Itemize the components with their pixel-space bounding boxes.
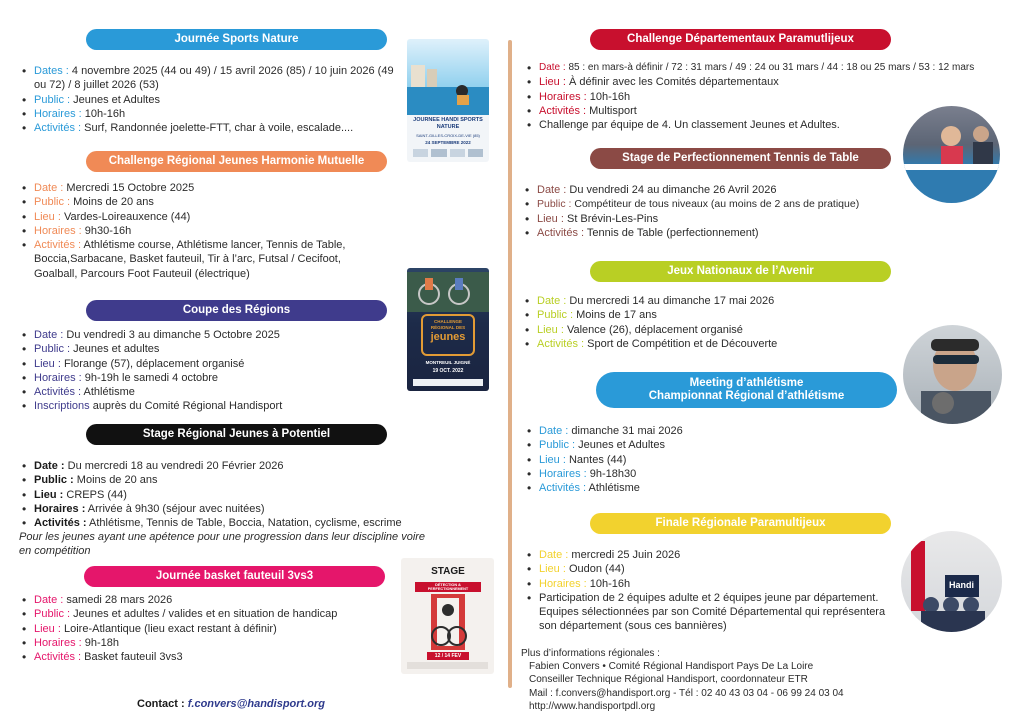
list-item: • Public : Jeunes et Adultes — [527, 438, 897, 452]
poster-date: 19 OCT. 2022 — [432, 368, 464, 374]
list-item: • Lieu : Florange (57), déplacement organisé — [22, 357, 402, 371]
list-item: • Date : Du vendredi 24 au dimanche 26 Avril 2026 — [525, 183, 895, 197]
poster-date: 24 SEPTEMBRE 2022 — [425, 140, 471, 145]
poster-line: CHALLENGE — [434, 319, 462, 324]
list-item: • Public : Compétiteur de tous niveaux (au moins de 2 ans de pratique) — [525, 197, 895, 211]
jeux-nationaux-details — [525, 294, 895, 351]
website-link[interactable]: http://www.handisportpdl.org — [529, 700, 656, 712]
list-item: • Date : Mercredi 15 Octobre 2025 — [22, 181, 372, 195]
list-item: • Activités : Athlétisme — [527, 481, 897, 495]
list-item: • Activités : Athlétisme, Tennis de Table, Boccia, Natation, cyclisme, escrime — [22, 516, 442, 530]
list-item: • Lieu : Oudon (44) — [527, 562, 897, 576]
list-item: • Challenge par équipe de 4. Un classement Jeunes et Adultes. — [527, 118, 997, 132]
athlete-portrait-photo — [903, 325, 1002, 424]
list-item: • Public : Moins de 20 ans — [22, 195, 372, 209]
section-title-stage-tennis-table: Stage de Perfectionnement Tennis de Table — [590, 148, 891, 169]
center-divider — [508, 40, 512, 688]
stage-potentiel-details — [22, 459, 442, 530]
list-item: • Lieu : Vardes-Loireauxence (44) — [22, 210, 372, 224]
challenge-jeunes-poster — [407, 268, 489, 391]
poster-date: 12 / 14 FEV — [427, 652, 469, 660]
poster-line: jeunes — [430, 331, 466, 343]
list-item: • Lieu : St Brévin-Les-Pins — [525, 212, 895, 226]
poster-logos — [413, 379, 483, 386]
challenge-jeunes-details — [22, 181, 372, 281]
list-item: • Activités : Athlétisme course, Athlétisme lancer, Tennis de Table, Boccia,Sarbacane, Basket fauteuil, Tir à l’arc, Futsal / Cecifoot, Goalball, Parcours Foot Fauteuil (électrique) — [22, 238, 372, 281]
section-title-jeux-nationaux: Jeux Nationaux de l’Avenir — [590, 261, 891, 282]
poster-place: MONTREUIL JUIGNÉ — [425, 360, 471, 365]
section-title-meeting-athletisme: Meeting d’athlétisme Championnat Régional d’athlétisme — [596, 372, 897, 408]
list-item: • Lieu : Nantes (44) — [527, 453, 897, 467]
section-title-sports-nature: Journée Sports Nature — [86, 29, 387, 50]
list-item: • Dates : 4 novembre 2025 (44 ou 49) / 15 avril 2026 (85) / 10 juin 2026 (49 ou 72) / 8 juillet 2026 (53) — [22, 64, 407, 93]
list-item: • Horaires : 10h-16h — [527, 577, 897, 591]
list-item: • Participation de 2 équipes adulte et 2 équipes jeune par département. Equipes sélectionnées par son Comité Départemental qui représentera son département (sous ces bannières) — [527, 591, 897, 634]
section-title-coupe-regions: Coupe des Régions — [86, 300, 387, 321]
list-item: • Date : 85 : en mars-à définir / 72 : 31 mars / 49 : 24 ou 31 mars / 44 : 18 ou 25 mars / 53 : 12 mars — [527, 61, 997, 75]
list-item: • Date : dimanche 31 mai 2026 — [527, 424, 897, 438]
team-photo — [901, 531, 1002, 632]
meeting-athletisme-details — [527, 424, 897, 495]
stage-tennis-table-details — [525, 183, 895, 240]
list-item: • Horaires : 9h-18h — [22, 636, 392, 650]
list-item: • Activités : Sport de Compétition et de Découverte — [525, 337, 895, 351]
list-item: • Date : Du mercredi 18 au vendredi 20 Février 2026 — [22, 459, 442, 473]
section-title-challenge-jeunes: Challenge Régional Jeunes Harmonie Mutuelle — [86, 151, 387, 172]
poster-logos — [413, 149, 483, 157]
section-title-challenge-departementaux: Challenge Départementaux Paramutlijeux — [590, 29, 891, 50]
table-tennis-scene-icon — [903, 106, 1000, 203]
contact-email-link[interactable]: f.convers@handisport.org — [187, 698, 325, 710]
list-item: • Activités : Tennis de Table (perfectionnement) — [525, 226, 895, 240]
list-item: • Public : Moins de 17 ans — [525, 308, 895, 322]
list-item: • Lieu : CREPS (44) — [22, 488, 442, 502]
stage-potentiel-note: Pour les jeunes ayant une apétence pour une progression dans leur discipline voire en compétition — [19, 531, 426, 557]
list-item: • Activités : Athlétisme — [22, 385, 402, 399]
list-item: • Lieu : Valence (26), déplacement organisé — [525, 323, 895, 337]
list-item: • Horaires : Arrivée à 9h30 (séjour avec nuitées) — [22, 502, 442, 516]
list-item: • Inscriptions auprès du Comité Régional Handisport — [22, 399, 402, 413]
section-title-basket-fauteuil: Journée basket fauteuil 3vs3 — [84, 566, 385, 587]
poster-line: DÉTECTION & PERFECTIONNEMENT — [415, 582, 481, 592]
poster-logos — [407, 662, 488, 669]
list-item: • Activités : Surf, Randonnée joelette-FTT, char à voile, escalade.... — [22, 121, 407, 135]
coupe-regions-details — [22, 328, 402, 414]
basket-stage-poster — [401, 558, 494, 674]
sports-nature-poster — [407, 39, 489, 162]
contact-line: Contact : f.convers@handisport.org — [137, 698, 325, 710]
section-title-stage-potentiel: Stage Régional Jeunes à Potentiel — [86, 424, 387, 445]
basketball-player-icon — [401, 592, 494, 652]
list-item: • Public : Jeunes et adultes — [22, 342, 402, 356]
list-item: • Activités : Basket fauteuil 3vs3 — [22, 650, 392, 664]
basket-fauteuil-details — [22, 593, 392, 664]
athlete-portrait-icon — [903, 325, 1002, 424]
poster-place: SAINT-GILLES-CROIX-DE-VIE (85) — [416, 133, 480, 138]
list-item: • Horaires : 9h30-16h — [22, 224, 372, 238]
list-item: • Public : Moins de 20 ans — [22, 473, 442, 487]
photo-banner-text: Handi — [949, 580, 975, 590]
list-item: • Date : Du mercredi 14 au dimanche 17 mai 2026 — [525, 294, 895, 308]
finale-paramultijeux-details — [527, 548, 897, 634]
list-item: • Date : mercredi 25 Juin 2026 — [527, 548, 897, 562]
list-item: • Horaires : 9h-19h le samedi 4 octobre — [22, 371, 402, 385]
list-item: • Public : Jeunes et adultes / valides et en situation de handicap — [22, 607, 392, 621]
section-title-finale-paramultijeux: Finale Régionale Paramultijeux — [590, 513, 891, 534]
regional-info-block: Plus d’informations régionales : Fabien Convers • Comité Régional Handisport Pays De La Loire Conseiller Technique Régional Handisport, coordonnateur ETR Mail : f.convers@handisport.org - Tél : 02 40 43 03 04 - 06 99 24 03 04 http://www.handisportpdl.org — [521, 648, 844, 712]
list-item: • Lieu : Loire-Atlantique (lieu exact restant à définir) — [22, 622, 392, 636]
wheelchair-athletes-icon — [407, 272, 489, 312]
list-item: • Date : Du vendredi 3 au dimanche 5 Octobre 2025 — [22, 328, 402, 342]
poster-line: STAGE — [431, 566, 465, 577]
list-item: • Date : samedi 28 mars 2026 — [22, 593, 392, 607]
sports-nature-details — [22, 64, 407, 135]
list-item: • Lieu : À définir avec les Comités départementaux — [527, 75, 997, 89]
beach-scene-icon — [407, 55, 489, 115]
list-item: • Horaires : 10h-16h — [22, 107, 407, 121]
list-item: • Activités : Multisport — [527, 104, 997, 118]
list-item: • Public : Jeunes et Adultes — [22, 93, 407, 107]
list-item: • Horaires : 10h-16h — [527, 90, 997, 104]
list-item: • Horaires : 9h-18h30 — [527, 467, 897, 481]
table-tennis-photo — [903, 106, 1000, 203]
info-mail-phone[interactable]: Mail : f.convers@handisport.org - Tél : 02 40 43 03 04 - 06 99 24 03 04 — [529, 687, 844, 699]
poster-line: RÉGIONAL DES — [430, 325, 466, 330]
poster-title: JOURNEE HANDI SPORTS NATURE — [413, 117, 483, 130]
